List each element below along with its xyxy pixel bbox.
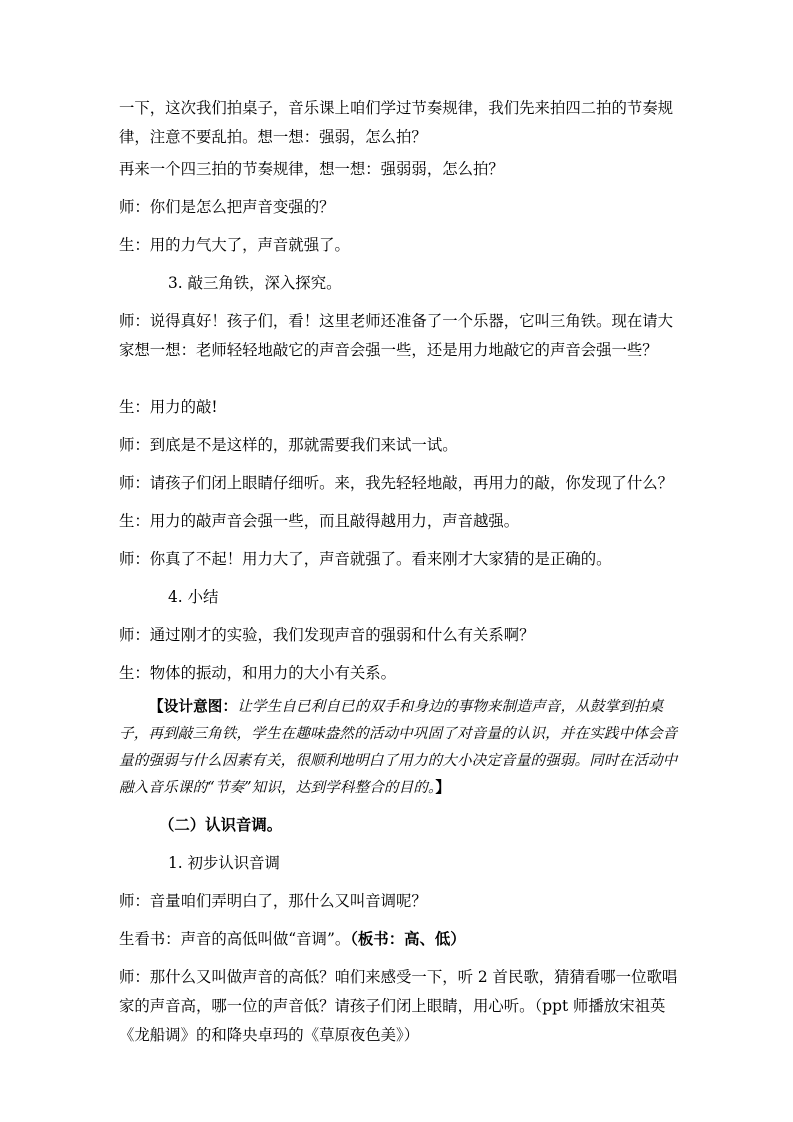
paragraph-teacher-listen: 师：请孩子们闭上眼睛仔细听。来，我先轻轻地敲，再用力的敲，你发现了什么？: [119, 474, 674, 492]
design-intent-note: [119, 693, 679, 801]
paragraph-teacher-try: 师：到底是不是这样的，那就需要我们来试一试。: [119, 436, 458, 454]
item-heading-triangle: 3. 敲三角铁，深入探究。: [168, 274, 342, 292]
paragraph-teacher-summary: 师：通过刚才的实验，我们发现声音的强弱和什么有关系啊？: [119, 626, 535, 644]
paragraph-three-four-rhythm: 再来一个四三拍的节奏规律，想一想：强弱弱，怎么拍？: [119, 160, 504, 178]
paragraph-student-discovery: 生：用力的敲声音会强一些，而且敲得越用力，声音越强。: [119, 512, 520, 530]
paragraph-teacher-pitch-question: 师：音量咱们弄明白了，那什么又叫音调呢？: [119, 892, 427, 910]
design-close-bracket: 】: [435, 779, 451, 796]
student-read-text: 生看书：声音的高低叫做“音调”。: [119, 930, 351, 948]
paragraph-student-forceful: 生：用力的敲!: [119, 398, 218, 416]
paragraph-rhythm-intro: 一下，这次我们拍桌子，音乐课上咱们学过节奏规律，我们先来拍四二拍的节奏规律，注意不要乱拍。想一想：强弱，怎么拍？: [119, 99, 674, 146]
design-open-bracket: 【: [149, 698, 164, 715]
paragraph-teacher-praise: 师：你真了不起！用力大了，声音就强了。看来刚才大家猜的是正确的。: [119, 550, 612, 568]
paragraph-student-read: [119, 925, 679, 954]
paragraph-teacher-question: 师：你们是怎么把声音变强的？: [119, 198, 335, 216]
item-heading-pitch-intro: 1. 初步认识音调: [168, 854, 280, 872]
board-note: （板书：高、低）: [350, 930, 466, 948]
paragraph-teacher-triangle: 师：说得真好！孩子们，看！这里老师还准备了一个乐器，它叫三角铁。现在请大家想一想：老师轻轻地敲它的声音会强一些，还是用力地敲它的声音会强一些？: [119, 312, 674, 359]
section-heading-pitch: （二）认识音调。: [159, 816, 283, 834]
design-intent-body: 让学生自已利自已的双手和身边的事物来制造声音，从鼓掌到拍桌子，再到敲三角铁，学生在趣味盎然的活动中巩固了对音量的认识，并在实践中体会音量的强弱与什么因素有关，很顺利地明白了用力的大小决定音量的强弱。同时在活动中融入音乐课的“节奏”知识，达到学科整合的目的。: [119, 698, 678, 796]
paragraph-student-answer: 生：用的力气大了，声音就强了。: [119, 236, 350, 254]
design-intent-label: 设计意图：: [163, 698, 238, 715]
paragraph-teacher-folk-songs: 师：那什么又叫做声音的高低？咱们来感受一下，听 2 首民歌，猜猜看哪一位歌唱家的声音高，哪一位的声音低？请孩子们闭上眼睛，用心听。（ppt 师播放宋祖英《龙船调》的和降央卓玛的《草原夜色美》）: [119, 968, 678, 1044]
paragraph-student-summary: 生：物体的振动，和用力的大小有关系。: [119, 664, 397, 682]
item-heading-summary: 4. 小结: [168, 588, 219, 606]
